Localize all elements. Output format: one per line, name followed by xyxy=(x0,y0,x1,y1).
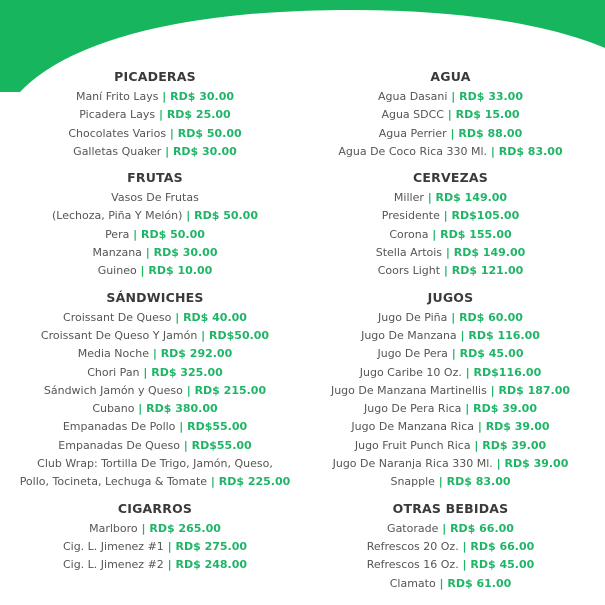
price-separator: | xyxy=(458,558,471,572)
price-separator: | xyxy=(158,90,171,103)
menu-section xyxy=(298,169,603,280)
price-separator: | xyxy=(137,521,150,535)
item-name: Jugo De Manzana Rica xyxy=(351,420,474,434)
item-name: Jugo Caribe 10 Oz. xyxy=(359,365,462,379)
item-name: Jugo Fruit Punch Rica xyxy=(354,438,471,452)
section-title: AGUA xyxy=(430,69,471,84)
menu-item xyxy=(0,262,310,280)
item-name: Snapple xyxy=(390,475,435,489)
item-name: Presidente xyxy=(381,209,440,223)
item-price: RD$ 39.00 xyxy=(485,420,550,434)
menu-item xyxy=(298,207,603,225)
price-separator: | xyxy=(447,310,460,324)
item-name: Jugo De Manzana Martinellis xyxy=(330,383,487,397)
price-separator: | xyxy=(456,328,469,342)
menu-item xyxy=(0,88,310,106)
item-price: RD$ 292.00 xyxy=(160,347,233,361)
item-name: Agua SDCC xyxy=(381,108,444,122)
item-name: Cig. L. Jimenez #1 xyxy=(62,539,164,553)
item-name: Galletas Quaker xyxy=(73,144,162,158)
menu-section xyxy=(0,500,310,575)
item-price: RD$ 39.00 xyxy=(482,438,547,452)
price-separator: | xyxy=(423,191,436,205)
item-name: Sándwich Jamón y Queso xyxy=(43,383,183,397)
menu-item xyxy=(298,226,603,244)
menu-section xyxy=(298,68,603,161)
price-separator: | xyxy=(486,383,499,397)
item-price: RD$105.00 xyxy=(451,209,520,223)
menu-item xyxy=(298,125,603,143)
section-title: JUGOS xyxy=(427,289,474,305)
item-name: Agua Dasani xyxy=(377,90,448,103)
item-name: Croissant De Queso xyxy=(63,310,172,324)
item-name: Miller xyxy=(393,191,424,205)
menu-item xyxy=(0,345,310,363)
menu-item xyxy=(0,538,310,556)
item-price: RD$ 50.00 xyxy=(141,227,205,241)
menu-item xyxy=(298,189,603,207)
price-separator: | xyxy=(175,420,188,434)
item-price: RD$ 61.00 xyxy=(447,576,512,590)
item-price: RD$ 66.00 xyxy=(450,521,514,535)
item-price: RD$ 83.00 xyxy=(498,144,563,158)
item-price: RD$ 121.00 xyxy=(451,264,524,278)
price-separator: | xyxy=(207,475,219,489)
item-price: RD$ 88.00 xyxy=(458,126,523,140)
item-name: (Lechoza, Piña Y Melón) xyxy=(51,209,183,223)
item-name: Chori Pan xyxy=(87,365,140,379)
price-separator: | xyxy=(461,402,474,416)
menu-section xyxy=(298,500,603,593)
item-price: RD$ 15.00 xyxy=(455,108,520,122)
menu-item xyxy=(0,520,310,538)
price-separator: | xyxy=(139,365,152,379)
item-price: RD$ 30.00 xyxy=(153,246,218,260)
item-name: Pera xyxy=(105,227,130,241)
item-name: Vasos De Frutas xyxy=(111,191,199,205)
menu-item xyxy=(0,473,310,491)
item-price: RD$ 50.00 xyxy=(177,126,242,140)
price-separator: | xyxy=(428,227,441,241)
price-separator: | xyxy=(442,246,454,260)
price-separator: | xyxy=(447,90,460,103)
price-separator: | xyxy=(487,144,499,158)
menu-item xyxy=(298,345,603,363)
menu-item xyxy=(0,309,310,327)
item-name: Guineo xyxy=(97,264,137,278)
item-name: Clamato xyxy=(389,576,436,590)
item-price: RD$ 66.00 xyxy=(470,539,535,553)
menu-item xyxy=(0,125,310,143)
menu-item xyxy=(0,106,310,124)
price-separator: | xyxy=(179,438,192,452)
price-separator: | xyxy=(435,576,448,590)
item-price: RD$ 45.00 xyxy=(459,347,524,361)
menu-column-left xyxy=(0,68,310,583)
price-separator: | xyxy=(129,227,142,241)
item-price: RD$ 50.00 xyxy=(194,209,258,223)
item-price: RD$ 39.00 xyxy=(473,402,537,416)
item-price: RD$ 40.00 xyxy=(183,310,247,324)
item-price: RD$116.00 xyxy=(473,365,542,379)
item-name: Jugo De Piña xyxy=(378,310,448,324)
item-name: Pollo, Tocineta, Lechuga & Tomate xyxy=(19,475,208,489)
menu-item xyxy=(298,437,603,455)
menu-item xyxy=(298,262,603,280)
item-name: Croissant De Queso Y Jamón xyxy=(40,328,198,342)
price-separator: | xyxy=(136,264,149,278)
item-name: Club Wrap: Tortilla De Trigo, Jamón, Queso, xyxy=(37,457,273,471)
section-title: FRUTAS xyxy=(127,170,183,186)
price-separator: | xyxy=(470,438,483,452)
item-price: RD$ 116.00 xyxy=(468,328,540,342)
price-separator: | xyxy=(161,144,173,158)
item-name: Jugo De Pera Rica xyxy=(364,402,462,416)
item-price: RD$ 39.00 xyxy=(504,457,569,471)
item-price: RD$ 215.00 xyxy=(194,383,267,397)
menu-item xyxy=(0,244,310,262)
menu-item xyxy=(0,556,310,574)
item-name: Manzana xyxy=(92,246,142,260)
item-price: RD$ 225.00 xyxy=(218,475,291,489)
menu-item xyxy=(298,520,603,538)
item-price: RD$50.00 xyxy=(209,328,270,342)
item-name: Empanadas De Queso xyxy=(58,438,180,452)
menu-item xyxy=(0,455,310,473)
menu-section xyxy=(298,289,603,492)
item-name: Gatorade xyxy=(387,521,439,535)
item-name: Cig. L. Jimenez #2 xyxy=(62,558,164,572)
item-name: Picadera Lays xyxy=(79,108,156,122)
menu-item xyxy=(0,226,310,244)
item-price: RD$ 33.00 xyxy=(459,90,523,103)
menu-section xyxy=(0,169,310,280)
price-separator: | xyxy=(141,246,154,260)
menu-item xyxy=(298,244,603,262)
price-separator: | xyxy=(182,383,195,397)
section-title: OTRAS BEBIDAS xyxy=(392,500,509,516)
menu-item xyxy=(298,473,603,491)
item-price: RD$ 187.00 xyxy=(498,383,571,397)
price-separator: | xyxy=(197,328,210,342)
item-name: Empanadas De Pollo xyxy=(62,420,176,434)
item-price: RD$ 60.00 xyxy=(459,310,523,324)
menu-item xyxy=(298,327,603,345)
item-name: Maní Frito Lays xyxy=(75,90,159,103)
section-title: PICADERAS xyxy=(114,69,196,84)
item-name: Cubano xyxy=(92,402,135,416)
item-price: RD$ 248.00 xyxy=(175,558,248,572)
item-price: RD$ 380.00 xyxy=(146,402,218,416)
price-separator: | xyxy=(458,539,471,553)
price-separator: | xyxy=(163,558,176,572)
section-title: SÁNDWICHES xyxy=(106,289,204,305)
item-name: Marlboro xyxy=(89,521,138,535)
price-separator: | xyxy=(163,539,176,553)
menu-item xyxy=(0,189,310,207)
menu-item xyxy=(0,382,310,400)
item-name: Agua Perrier xyxy=(378,126,447,140)
item-price: RD$ 155.00 xyxy=(440,227,512,241)
menu-item xyxy=(298,418,603,436)
price-separator: | xyxy=(443,108,456,122)
price-separator: | xyxy=(182,209,195,223)
price-separator: | xyxy=(440,264,452,278)
menu-item xyxy=(298,309,603,327)
price-separator: | xyxy=(439,209,452,223)
price-separator: | xyxy=(474,420,486,434)
menu-item xyxy=(298,364,603,382)
item-price: RD$ 325.00 xyxy=(151,365,223,379)
item-price: RD$ 30.00 xyxy=(170,90,235,103)
item-name: Chocolates Varios xyxy=(68,126,167,140)
menu-item xyxy=(298,538,603,556)
price-separator: | xyxy=(171,310,184,324)
item-name: Coors Light xyxy=(377,264,441,278)
menu-item xyxy=(298,575,603,593)
item-price: RD$ 10.00 xyxy=(148,264,213,278)
item-name: Jugo De Manzana xyxy=(361,328,457,342)
menu-section xyxy=(0,68,310,161)
item-price: RD$ 149.00 xyxy=(435,191,508,205)
menu-item xyxy=(298,382,603,400)
menu-item xyxy=(0,207,310,225)
menu-item xyxy=(0,327,310,345)
menu-item xyxy=(0,437,310,455)
item-price: RD$55.00 xyxy=(191,438,252,452)
item-price: RD$ 149.00 xyxy=(453,246,526,260)
menu-section xyxy=(0,289,310,492)
price-separator: | xyxy=(492,457,505,471)
item-price: RD$ 30.00 xyxy=(172,144,237,158)
menu-item xyxy=(298,400,603,418)
price-separator: | xyxy=(438,521,451,535)
menu-item xyxy=(298,143,603,161)
item-name: Corona xyxy=(389,227,429,241)
item-price: RD$55.00 xyxy=(187,420,248,434)
menu-column-right xyxy=(298,68,603,601)
price-separator: | xyxy=(155,108,167,122)
price-separator: | xyxy=(134,402,147,416)
menu-item xyxy=(0,400,310,418)
item-name: Jugo De Pera xyxy=(377,347,448,361)
item-price: RD$ 275.00 xyxy=(175,539,248,553)
menu-item xyxy=(0,418,310,436)
item-name: Refrescos 20 Oz. xyxy=(366,539,459,553)
menu-item xyxy=(0,364,310,382)
menu-item xyxy=(298,106,603,124)
menu-item xyxy=(0,143,310,161)
item-price: RD$ 25.00 xyxy=(166,108,231,122)
item-price: RD$ 45.00 xyxy=(470,558,535,572)
item-name: Media Noche xyxy=(77,347,150,361)
section-title: CERVEZAS xyxy=(413,170,488,186)
item-name: Refrescos 16 Oz. xyxy=(366,558,459,572)
item-price: RD$ 265.00 xyxy=(149,521,221,535)
price-separator: | xyxy=(446,126,459,140)
price-separator: | xyxy=(434,475,447,489)
price-separator: | xyxy=(447,347,460,361)
menu-item xyxy=(298,556,603,574)
item-price: RD$ 83.00 xyxy=(446,475,511,489)
price-separator: | xyxy=(166,126,178,140)
menu-item xyxy=(298,88,603,106)
section-title: CIGARROS xyxy=(117,500,193,516)
price-separator: | xyxy=(149,347,161,361)
item-name: Jugo De Naranja Rica 330 Ml. xyxy=(332,457,493,471)
item-name: Stella Artois xyxy=(375,246,443,260)
price-separator: | xyxy=(461,365,474,379)
item-name: Agua De Coco Rica 330 Ml. xyxy=(338,144,488,158)
menu-item xyxy=(298,455,603,473)
